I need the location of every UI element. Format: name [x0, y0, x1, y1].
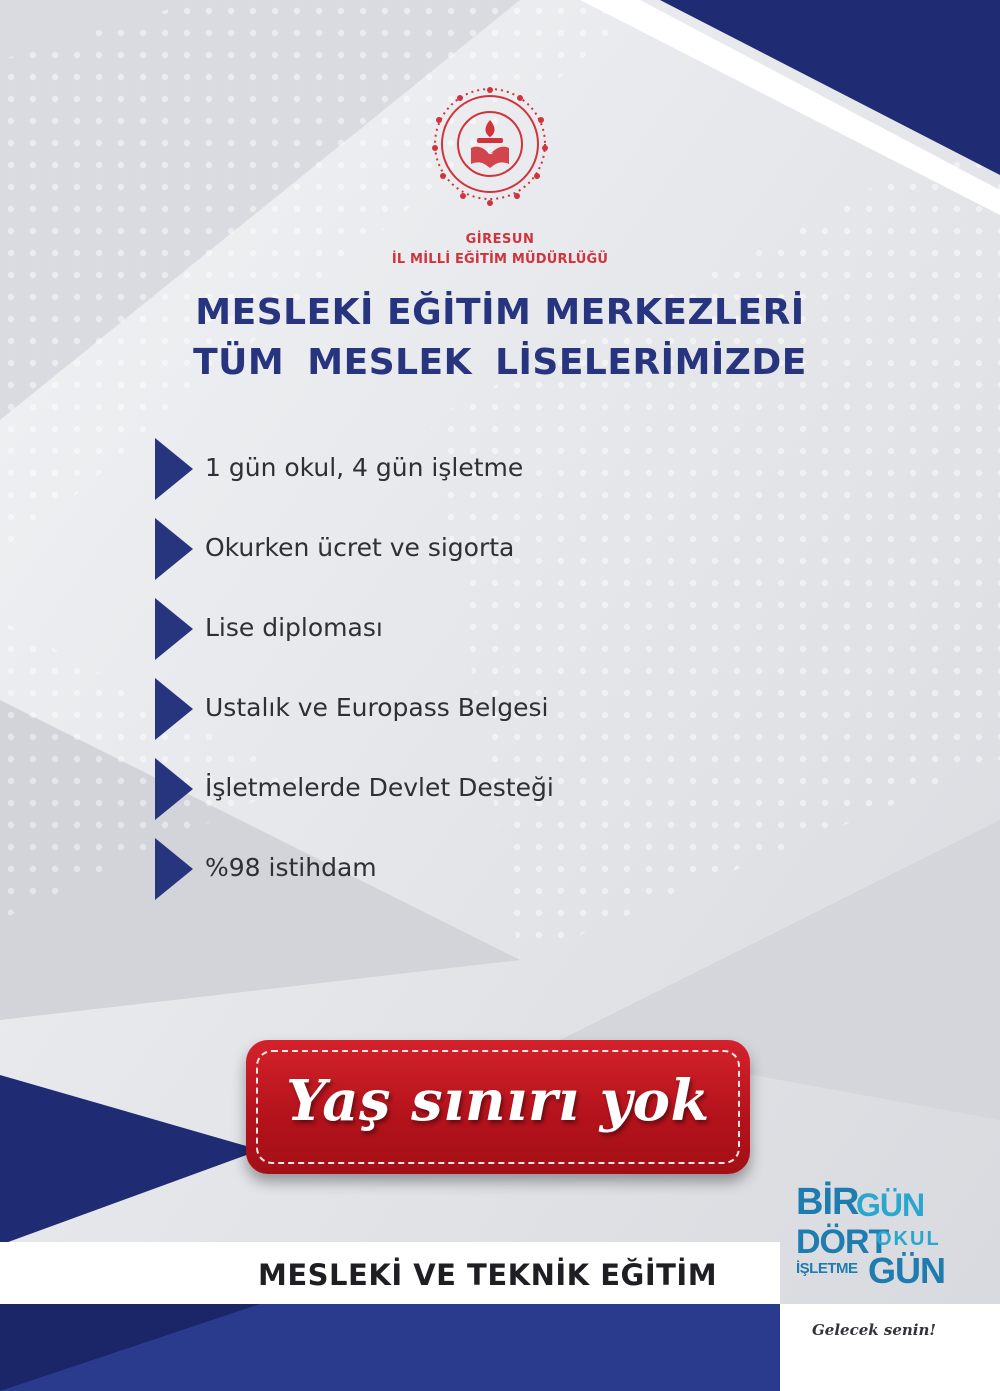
headline-line2: TÜM MESLEK LİSELERİMİZDE	[193, 342, 807, 383]
feature-text: Lise diploması	[205, 613, 383, 642]
feature-item	[155, 438, 755, 500]
triangle-bullet-icon	[155, 758, 193, 820]
feature-item	[155, 758, 755, 820]
program-logo	[790, 1175, 945, 1355]
feature-text: Ustalık ve Europass Belgesi	[205, 693, 549, 722]
org-name: İL MİLLİ EĞİTİM MÜDÜRLÜĞÜ	[391, 252, 609, 267]
svg-text:C: C	[486, 147, 494, 157]
feature-item	[155, 518, 755, 580]
logo-gun-2: GÜN	[868, 1250, 945, 1291]
logo-isletme: İŞLETME	[796, 1260, 858, 1277]
feature-item	[155, 838, 755, 900]
logo-gun: GÜN	[856, 1187, 925, 1223]
org-city: GİRESUN	[465, 232, 535, 247]
logo-bir: BİR	[796, 1181, 859, 1223]
logo-okul: OKUL	[876, 1228, 941, 1250]
triangle-bullet-icon	[155, 678, 193, 740]
feature-text: %98 istihdam	[205, 853, 377, 882]
feature-text: Okurken ücret ve sigorta	[205, 533, 515, 562]
feature-item	[155, 598, 755, 660]
logo-slogan: Gelecek senin!	[812, 1321, 936, 1339]
ministry-emblem-icon	[425, 82, 555, 222]
feature-text: İşletmelerde Devlet Desteği	[205, 773, 554, 802]
headline-line1: MESLEKİ EĞİTİM MERKEZLERİ	[195, 292, 805, 333]
triangle-bullet-icon	[155, 838, 193, 900]
triangle-bullet-icon	[155, 598, 193, 660]
badge-text: Yaş sınırı yok	[286, 1068, 710, 1134]
triangle-bullet-icon	[155, 518, 193, 580]
age-limit-badge	[246, 1040, 750, 1174]
footer-title: MESLEKİ VE TEKNİK EĞİTİM	[258, 1258, 718, 1292]
feature-item	[155, 678, 755, 740]
feature-text: 1 gün okul, 4 gün işletme	[205, 453, 524, 482]
logo-dort: DÖRT	[796, 1223, 889, 1261]
triangle-bullet-icon	[155, 438, 193, 500]
